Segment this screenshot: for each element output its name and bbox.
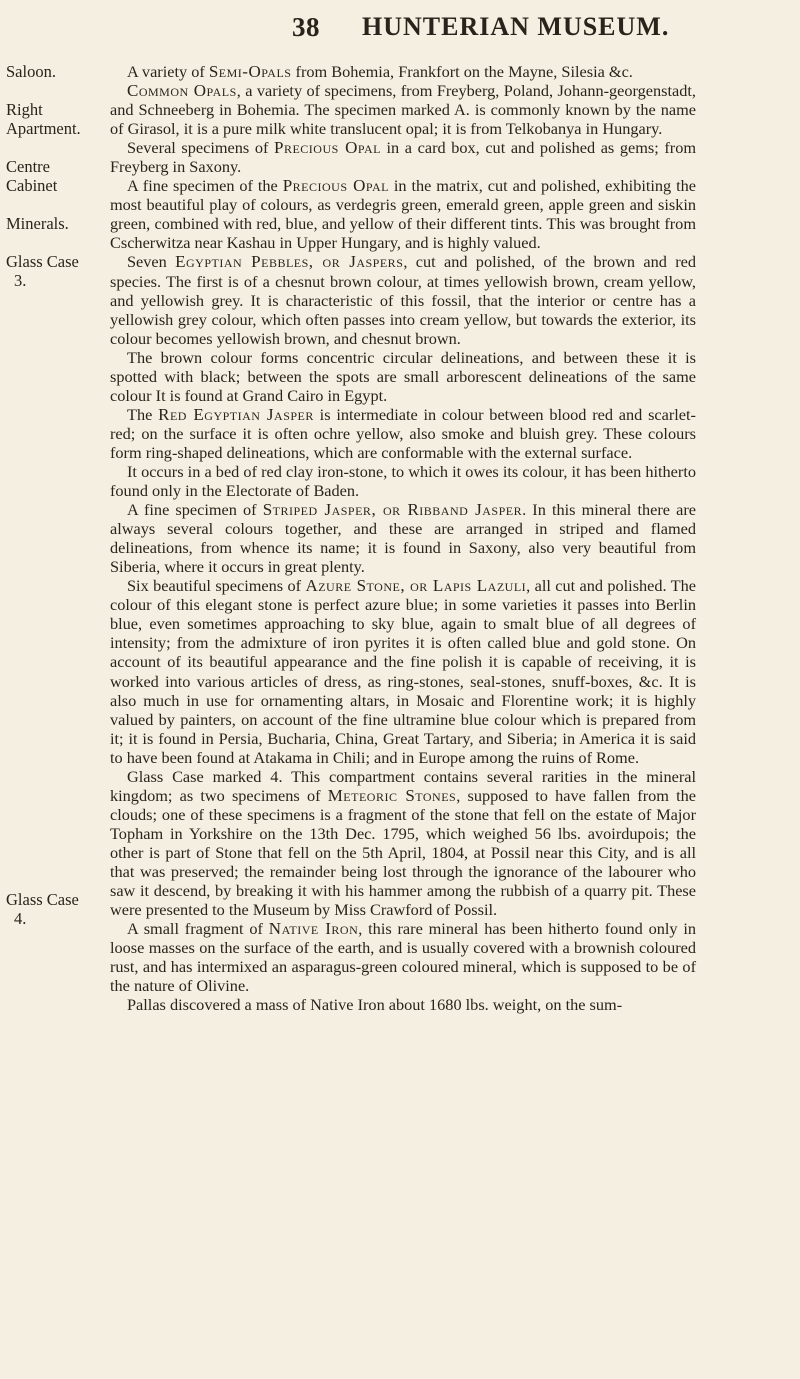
paragraph [110, 62, 696, 81]
margin-note: Saloon. [6, 62, 56, 81]
paragraph-text: , supposed to have fallen from the clouds; one of these specimens is a fragment of the stone that fell on the estate of Major Topham in Yorkshire on the 13th Dec. 1795, which weighed 56 lbs. avoirdupois; the other is part of Stone that fell on the 5th April, 1804, at Possil near this City, and is all that was preserved; the remainder being lost through the ignorance of the labourer who saw it descend, by breaking it with his hammer among the rubbish of a quarry pit. These were presented to the Museum by Miss Crawford of Possil. [110, 785, 696, 920]
paragraph-text: , all cut and polished. The colour of this elegant stone is perfect azure blue; in some varieties it passes into Berlin blue, even sometimes approaching to sky blue, again to smalt blue of all degrees of intensity; from the admixture of iron pyrites it is often called blue and gold stone. On account of its beautiful appearance and the fine polish it is capable of receiving, it is worked into various articles of dress, as ring-stones, seal-stones, snuff-boxes, &c. It is also much in use for ornamenting altars, in Mosaic and Florentine work; it is highly valued by painters, on account of the fine ultramine blue colour which is prepared from it; it is found in Persia, Bucharia, China, Great Tartary, and Siberia; in America it is said to have been found at Atakama in Chili; and in Europe among the ruins of Rome. [110, 576, 696, 767]
specimen-name: Azure Stone, or Lapis Lazuli [305, 576, 527, 596]
margin-note: Glass Case [6, 252, 79, 271]
specimen-name: Common Opals [127, 81, 237, 101]
page-header [0, 10, 800, 50]
paragraph [110, 252, 696, 347]
specimen-name: Red Egyptian Jasper [158, 404, 314, 424]
margin-note: Minerals. [6, 214, 69, 233]
paragraph-text: Pallas discovered a mass of Native Iron about 1680 lbs. weight, on the sum- [127, 995, 623, 1015]
paragraph-text: A variety of [127, 62, 209, 81]
specimen-name: Striped Jasper, or Ribband Jasper [262, 500, 523, 520]
paragraph-text: Several specimens of [127, 138, 275, 158]
margin-note: 3. [14, 271, 27, 290]
page-body [110, 62, 696, 1014]
paragraph [110, 348, 696, 405]
paragraph [110, 462, 696, 500]
paragraph-text: , cut and polished, of the brown and red species. The first is of a chesnut brown colour, at times yellowish brown, cream yellow, and yellowish grey. It is characteristic of this fossil, that the interior or centre has a yellowish grey colour, which often passes into cream yellow, but towards the exterior, its colour becomes yellowish brown, and chesnut brown. [110, 252, 697, 348]
margin-note: Centre [6, 157, 50, 176]
specimen-name: Precious Opal [274, 138, 381, 158]
specimen-name: Egyptian Pebbles, or Jaspers [175, 252, 404, 272]
paragraph [110, 405, 696, 462]
paragraph-text: The [127, 404, 159, 424]
paragraph-text: Glass Case marked 4. This compartment contains several rarities in the mineral kingdom; as two specimens of [110, 766, 696, 805]
paragraph [110, 138, 696, 176]
margin-note: Cabinet [6, 176, 58, 195]
specimen-name: Native Iron [268, 919, 359, 939]
paragraph-text: A fine specimen of [127, 500, 263, 520]
specimen-name: Semi-Opals [208, 62, 292, 81]
paragraph [110, 995, 696, 1014]
paragraph [110, 919, 696, 995]
margin-note: Glass Case [6, 890, 79, 909]
paragraph-text: . In this mineral there are always several colours together, and these are arranged in striped and flamed delineations, from whence its name; it is found in Saxony, also very beautiful from Siberia, where it occurs in great plenty. [110, 500, 696, 577]
margin-note: Right [6, 100, 43, 119]
paragraph-text: The brown colour forms concentric circular delineations, and between these it is spotted with black; between the spots are small arborescent delineations of the same colour It is found at Grand Cairo in Egypt. [110, 347, 696, 405]
margin-note: Apartment. [6, 119, 81, 138]
paragraph-text: , a variety of specimens, from Freyberg, Poland, Johann-georgenstadt, and Schneeberg in Bohemia. The specimen marked A. is commonly known by the name of Girasol, it is a pure milk white translucent opal; it is from Telkobanya in Hungary. [110, 81, 696, 139]
paragraph [110, 576, 696, 766]
paragraph-text: in the matrix, cut and polished, exhibiting the most beautiful play of colours, as verdegris green, emerald green, apple green and siskin green, combined with red, blue, and yellow of their different tints. This was brought from Cscherwitza near Kashau in Upper Hungary, and is highly valued. [110, 176, 697, 253]
margin-note: 4. [14, 909, 27, 928]
running-title: HUNTERIAN MUSEUM. [362, 12, 670, 41]
paragraph-text: , this rare mineral has been hitherto found only in loose masses on the surface of the earth, and is usually covered with a brownish coloured rust, and has intermixed an asparagus-green coloured mineral, which is supposed to be of the nature of Olivine. [110, 919, 697, 996]
paragraph [110, 176, 696, 252]
paragraph-text: in a card box, cut and polished as gems; from Freyberg in Saxony. [110, 138, 696, 177]
specimen-name: Precious Opal [282, 176, 389, 196]
paragraph-text: Six beautiful specimens of [127, 576, 306, 596]
paragraph [110, 767, 696, 919]
paragraph-text: Seven [127, 252, 176, 272]
paragraph-text: It occurs in a bed of red clay iron-stone, to which it owes its colour, it has been hitherto found only in the Electorate of Baden. [110, 461, 696, 501]
page-number: 38 [292, 12, 320, 42]
paragraph [110, 500, 696, 576]
paragraph [110, 81, 696, 138]
paragraph-text: is intermediate in colour between blood red and scarlet-red; on the surface it is often ochre yellow, also smoke and bluish grey. These colours form ring-shaped delineations, which are conformable with the external surface. [110, 404, 696, 462]
paragraph-text: A small fragment of [127, 919, 269, 939]
specimen-name: Meteoric Stones [327, 785, 457, 805]
paragraph-text: from Bohemia, Frankfort on the Mayne, Silesia &c. [291, 62, 633, 81]
paragraph-text: A fine specimen of the [127, 176, 283, 196]
